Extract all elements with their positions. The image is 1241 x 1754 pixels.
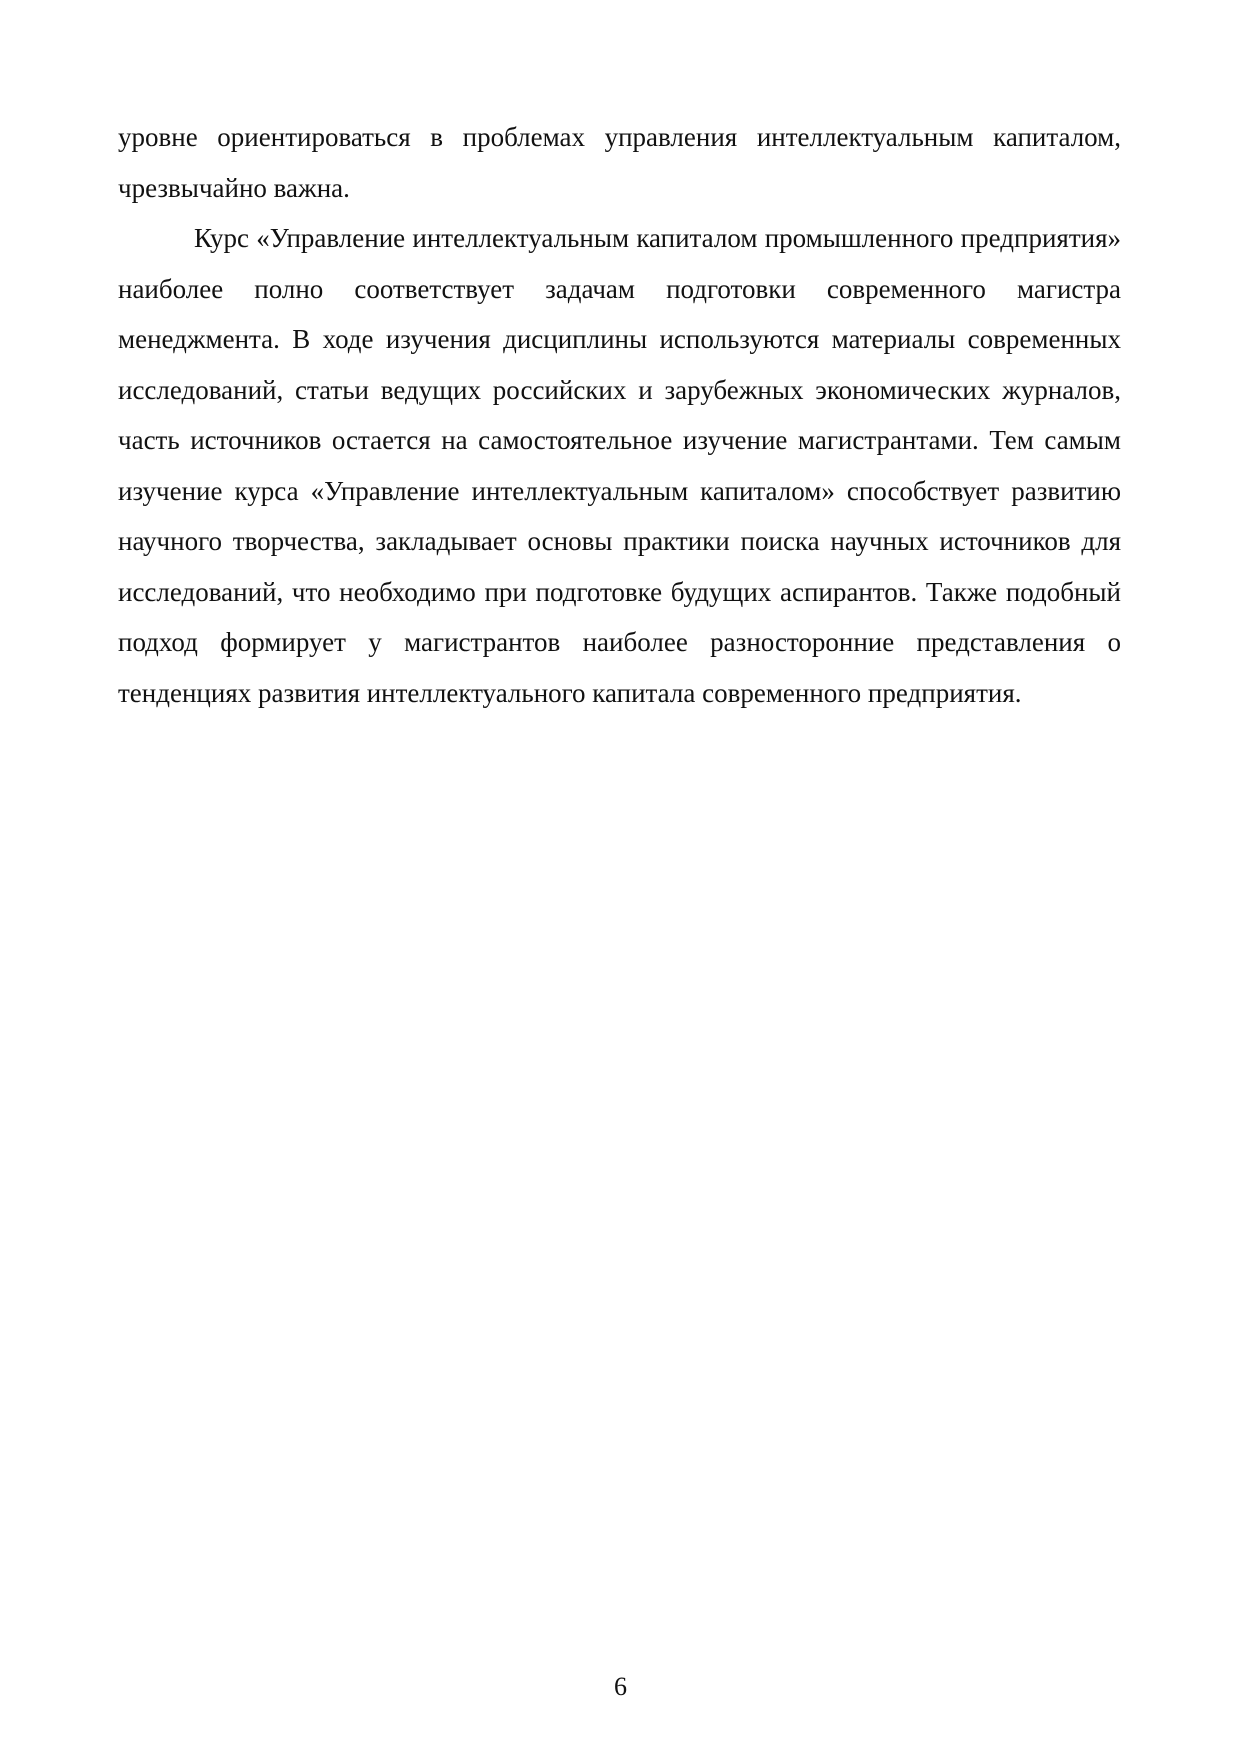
paragraph-continuation: уровне ориентироваться в проблемах управления интеллектуальным капиталом, чрезвычайно важна. <box>118 122 1121 203</box>
page-number: 6 <box>614 1672 627 1701</box>
paragraph-course-description: Курс «Управление интеллектуальным капиталом промышленного предприятия» наиболее полно соответствует задачам подготовки современного магистра менеджмента. В ходе изучения дисциплины используются материалы современных исследований, статьи ведущих российских и зарубежных экономических журналов, часть источников остается на самостоятельное изучение магистрантами. Тем самым изучение курса «Управление интеллектуальным капиталом» способствует развитию научного творчества, закладывает основы практики поиска научных источников для исследований, что необходимо при подготовке будущих аспирантов. Также подобный подход формирует у магистрантов наиболее разносторонние представления о тенденциях развития интеллектуального капитала современного предприятия. <box>118 223 1121 708</box>
document-body <box>118 112 1121 718</box>
